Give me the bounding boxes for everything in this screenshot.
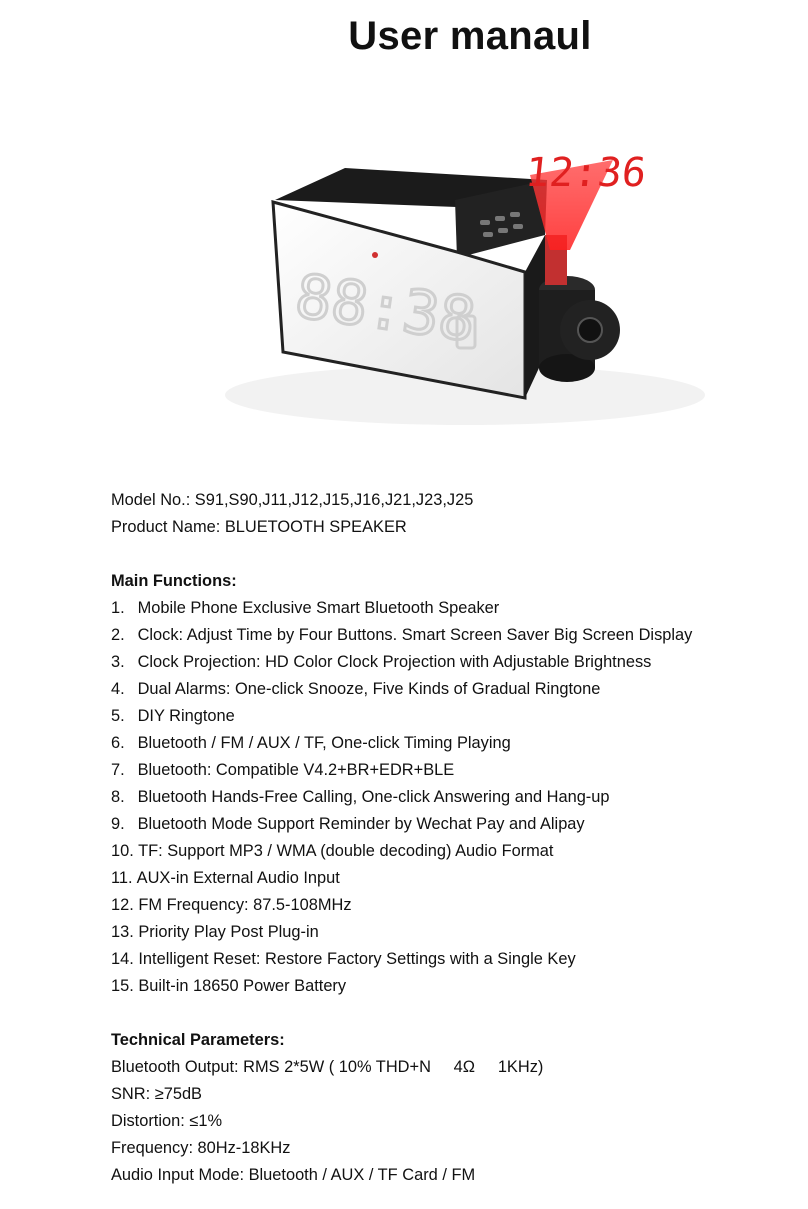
product-image (195, 140, 715, 440)
product-line: Product Name: BLUETOOTH SPEAKER (111, 518, 407, 536)
function-item: 8. Bluetooth Hands-Free Calling, One-click Answering and Hang-up (111, 788, 610, 806)
manual-body (111, 487, 791, 1189)
main-functions-heading: Main Functions: (111, 572, 237, 590)
function-item: 15. Built-in 18650 Power Battery (111, 977, 347, 995)
function-item: 14. Intelligent Reset: Restore Factory Settings with a Single Key (111, 950, 576, 968)
function-item: 5. DIY Ringtone (111, 707, 235, 725)
function-item: 7. Bluetooth: Compatible V4.2+BR+EDR+BLE (111, 761, 455, 779)
page-title: User manaul (348, 14, 592, 58)
tech-param: Audio Input Mode: Bluetooth / AUX / TF Card / FM (111, 1166, 476, 1184)
model-line: Model No.: S91,S90,J11,J12,J15,J16,J21,J23,J25 (111, 491, 474, 509)
tech-params-heading: Technical Parameters: (111, 1031, 285, 1049)
function-item: 11. AUX-in External Audio Input (111, 869, 340, 887)
tech-param: Bluetooth Output: RMS 2*5W ( 10% THD+N 4Ω 1KHz) (111, 1058, 544, 1076)
function-item: 13. Priority Play Post Plug-in (111, 923, 319, 941)
function-item: 3. Clock Projection: HD Color Clock Projection with Adjustable Brightness (111, 653, 652, 671)
function-item: 10. TF: Support MP3 / WMA (double decoding) Audio Format (111, 842, 554, 860)
function-item: 9. Bluetooth Mode Support Reminder by Wechat Pay and Alipay (111, 815, 585, 833)
function-item: 4. Dual Alarms: One-click Snooze, Five Kinds of Gradual Ringtone (111, 680, 601, 698)
function-item: 1. Mobile Phone Exclusive Smart Bluetooth Speaker (111, 599, 500, 617)
tech-param: Distortion: ≤1% (111, 1112, 223, 1130)
display-time: 88:38 (291, 261, 480, 356)
tech-param: SNR: ≥75dB (111, 1085, 202, 1103)
function-item: 6. Bluetooth / FM / AUX / TF, One-click Timing Playing (111, 734, 511, 752)
function-item: 12. FM Frequency: 87.5-108MHz (111, 896, 352, 914)
tech-param: Frequency: 80Hz-18KHz (111, 1139, 291, 1157)
function-item: 2. Clock: Adjust Time by Four Buttons. Smart Screen Saver Big Screen Display (111, 626, 693, 644)
projected-time: 12:36 (523, 150, 649, 196)
